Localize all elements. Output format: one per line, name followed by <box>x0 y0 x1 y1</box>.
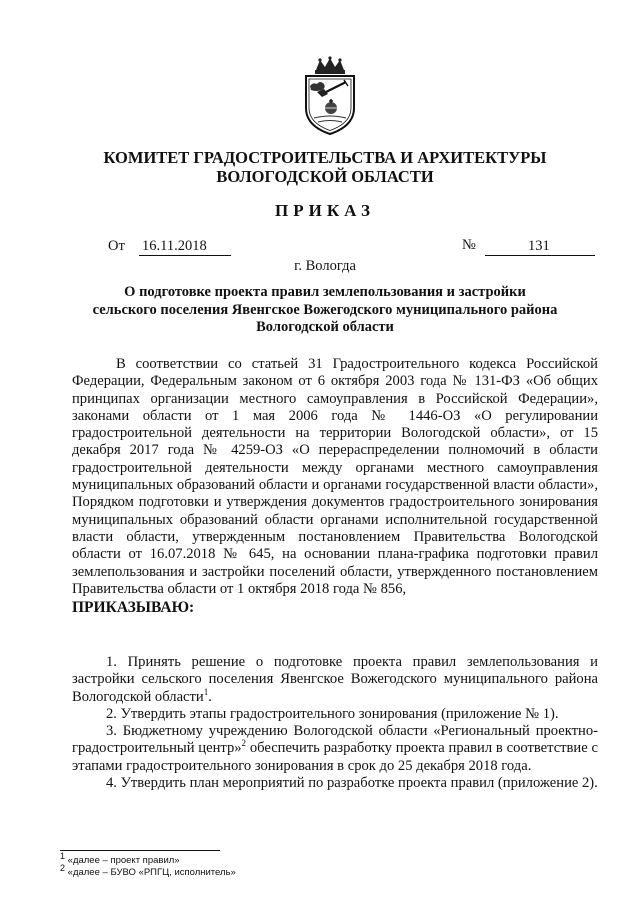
footnote-mark: 2 <box>60 862 66 873</box>
order-item-tail: обеспечить разработку проекта правил в соответствие с этапами градостроительного зонирования в срок до 25 декабря 2018 года. <box>72 740 598 774</box>
order-number: 131 <box>528 238 550 254</box>
order-item-2 <box>72 706 598 723</box>
subject-line-3: Вологодской области <box>256 319 394 335</box>
order-subject <box>80 284 570 337</box>
vologda-coat-of-arms-icon <box>298 56 362 136</box>
footnote-mark: 1 <box>60 850 66 861</box>
organization-name <box>60 148 590 186</box>
order-item-text: 1. Принять решение о подготовке проекта правил землепользования и застройки сельского поселения Явенгское Вожегодского муниципального района Вологодской области <box>72 654 598 705</box>
order-item-1 <box>72 654 598 706</box>
order-item-text: 3. Бюджетному учреждению Вологодской области «Региональный проектно-градостроительный центр» <box>72 723 598 757</box>
footnotes <box>60 850 236 879</box>
order-item-text: 4. Утвердить план мероприятий по разработке проекта правил (приложение 2). <box>106 775 598 792</box>
footnote-ref: 1 <box>203 686 209 697</box>
footnote-text: «далее – БУВО «РПГЦ, исполнитель» <box>67 867 236 878</box>
footnote-text: «далее – проект правил» <box>67 855 180 866</box>
organization-line-1: КОМИТЕТ ГРАДОСТРОИТЕЛЬСТВА И АРХИТЕКТУРЫ <box>103 148 547 167</box>
order-items <box>72 654 598 792</box>
footnote-divider <box>60 850 220 851</box>
order-item-text: 2. Утвердить этапы градостроительного зонирования (приложение № 1). <box>106 705 559 722</box>
number-underline <box>485 255 595 256</box>
order-item-4 <box>72 775 598 792</box>
order-item-tail: . <box>208 688 212 705</box>
order-date: 16.11.2018 <box>142 238 207 254</box>
subject-line-1: О подготовке проекта правил землепользования и застройки <box>124 284 526 300</box>
preamble-text: В соответствии со статьей 31 Градостроительного кодекса Российской Федерации, Федеральным законом от 6 октября 2003 года № 131-ФЗ «Об общих принципах организации местного самоуправления в Российской Федерации», законами области от 1 мая 2006 года № 1446-ОЗ «О регулировании градостроительной деятельности на территории Вологодской области», от 15 декабря 2017 года № 4259-ОЗ «О перераспределении полномочий в области градостроительной деятельности между органами местного самоуправления муниципальных образований области и органами государственной власти области», Порядком подготовки и утверждения документов градостроительного зонирования муниципальных образований области органами исполнительной государственной власти области, утвержденным постановлением Правительства Вологодской области от 16.07.2018 № 645, на основании плана-графика подготовки правил землепользования и застройки поселений области, утвержденного постановлением Правительства области от 1 октября 2018 года № 856, <box>72 356 598 597</box>
order-item-3 <box>72 723 598 775</box>
date-label: От <box>108 238 125 254</box>
decree-word: ПРИКАЗЫВАЮ: <box>72 599 195 617</box>
date-underline <box>139 255 231 256</box>
document-type-title: ПРИКАЗ <box>275 201 375 220</box>
subject-line-2: сельского поселения Явенгское Вожегодского муниципального района <box>92 301 558 318</box>
footnote-2 <box>60 862 236 879</box>
city-name: г. Вологда <box>294 258 356 274</box>
number-label: № <box>462 237 476 253</box>
preamble <box>72 356 598 616</box>
footnote-ref: 2 <box>241 738 247 749</box>
footnote-1 <box>60 850 236 867</box>
organization-line-2: ВОЛОГОДСКОЙ ОБЛАСТИ <box>216 167 434 186</box>
